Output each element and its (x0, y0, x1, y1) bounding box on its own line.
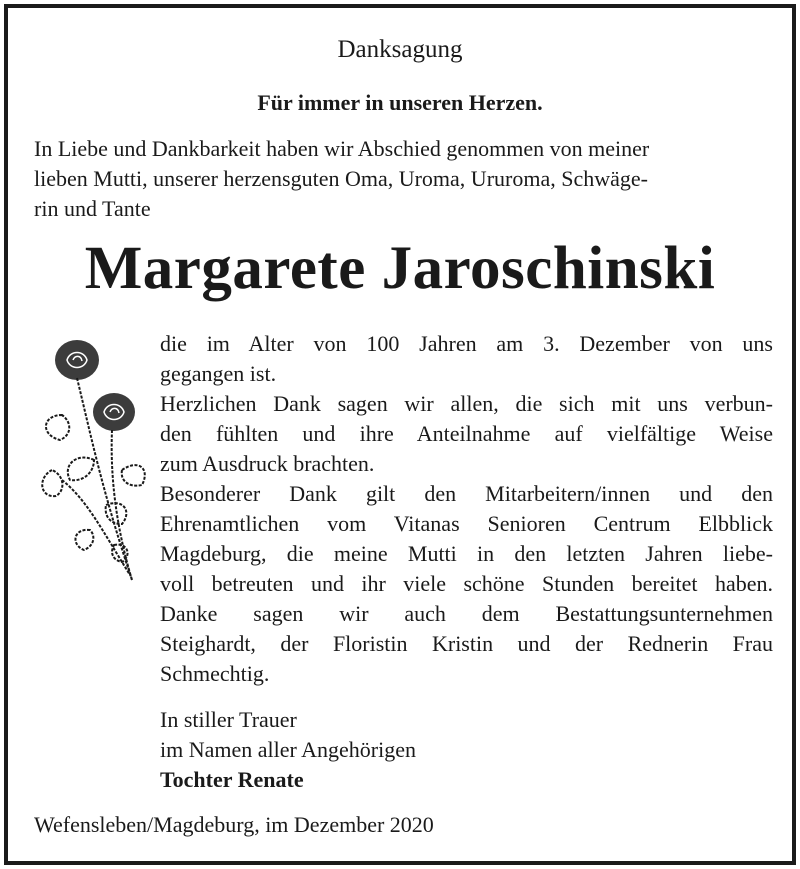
motto: Für immer in unseren Herzen. (257, 90, 543, 115)
body-line: Besonderer Dank gilt den Mitarbeitern/innen und den (160, 481, 773, 506)
body-line: gegangen ist. (160, 361, 277, 386)
body-line: Steighardt, der Floristin Kristin und der Rednerin Frau (160, 631, 773, 656)
body-line: Ehrenamtlichen vom Vitanas Senioren Centrum Elbblick (160, 511, 773, 536)
body-text (160, 329, 773, 689)
body-line: den fühlten und ihre Anteilnahme auf vielfältige Weise (160, 421, 773, 446)
place-date: Wefensleben/Magdeburg, im Dezember 2020 (34, 812, 434, 837)
deceased-name: Margarete Jaroschinski (84, 235, 716, 302)
body-line: zum Ausdruck brachten. (160, 451, 375, 476)
obituary-notice (4, 4, 796, 865)
closing-block (160, 705, 416, 795)
body-line: Herzlichen Dank sagen wir allen, die sich mit uns verbun- (160, 391, 773, 416)
rose-bouquet-icon (32, 330, 152, 590)
intro-line: rin und Tante (34, 196, 151, 221)
intro-line: lieben Mutti, unserer herzensguten Oma, Uroma, Ururoma, Schwäge- (34, 166, 648, 191)
body-line: Danke sagen wir auch dem Bestattungsunternehmen (160, 601, 773, 626)
body-line: Magdeburg, die meine Mutti in den letzten Jahren liebe- (160, 541, 773, 566)
body-line: voll betreuten und ihr viele schöne Stunden bereitet haben. (160, 571, 773, 596)
signer-name: Tochter Renate (160, 767, 304, 792)
closing-line: im Namen aller Angehörigen (160, 737, 416, 762)
intro-paragraph (34, 134, 772, 224)
body-line: die im Alter von 100 Jahren am 3. Dezember von uns (160, 331, 773, 356)
heading: Danksagung (337, 36, 463, 63)
intro-line: In Liebe und Dankbarkeit haben wir Abschied genommen von meiner (34, 136, 650, 161)
body-line: Schmechtig. (160, 661, 270, 686)
closing-line: In stiller Trauer (160, 707, 297, 732)
